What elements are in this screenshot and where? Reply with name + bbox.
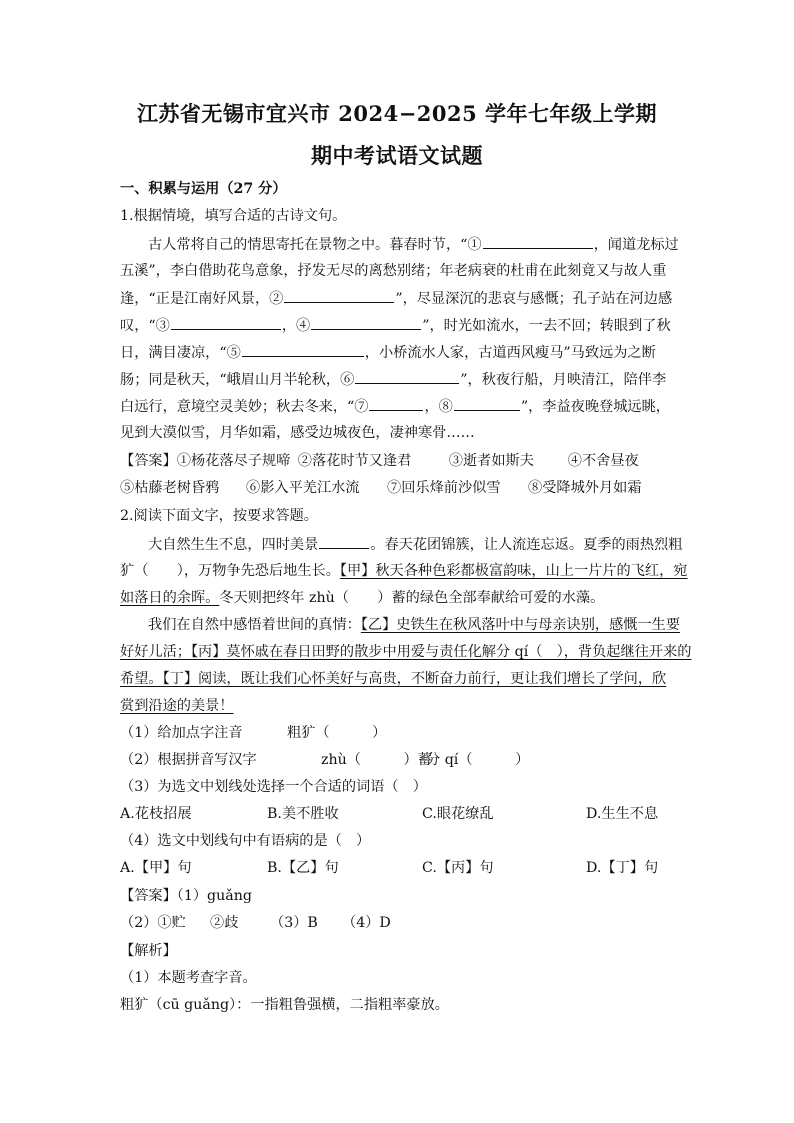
passage-blank[interactable]: [319, 534, 369, 549]
question-1-paragraph-line: 日，满目凄凉，“⑤ ，小桥流水人家，古道西风瘦马”马致远为之断: [120, 342, 680, 363]
section-heading: 一、积累与运用（27 分）: [120, 181, 287, 197]
question-2-stem: 2.阅读下面文字，按要求答题。: [120, 508, 318, 524]
question-1-answers-cont: ⑤枯藤老树昏鸦 ⑥影入平羌江水流 ⑦回乐烽前沙似雪 ⑧受降城外月如霜: [120, 480, 642, 496]
question-1-paragraph-line: 叹，“③ ，④ ”，时光如流水，一去不回；转眼到了秋: [120, 315, 680, 336]
option-4c[interactable]: C.【丙】句: [422, 860, 494, 876]
question-1-paragraph-line: 逢，“正是江南好风景，② ”，尽显深沉的悲哀与感慨；孔子站在河边感: [120, 288, 680, 309]
question-1-paragraph: 古人常将自己的情思寄托在景物之中。暮春时节，“① ，闻道龙标过: [148, 234, 680, 255]
option-3d[interactable]: D.生生不息: [586, 806, 659, 822]
question-2-answer-cont: （2）①贮 ②歧 （3）B （4）D: [120, 915, 391, 931]
sub-question-2: （2）根据拼音写汉字 zhù（ ）蓄分 qí（ ）: [120, 752, 530, 768]
analysis-line: （1）本题考查字音。: [120, 970, 257, 986]
question-1-paragraph-line: 白远行，意境空灵美妙；秋去冬来，“⑦ ，⑧ ”，李益夜晚登城远眺，: [120, 396, 680, 417]
answer-blank-2[interactable]: [284, 288, 394, 303]
answer-blank-5[interactable]: [242, 342, 364, 357]
answer-blank-6[interactable]: [355, 369, 459, 384]
question-1-paragraph-line: 见到大漠似雪，月华如霜，感受边城夜色，凄神寒骨……: [120, 425, 475, 441]
question-2-passage: 大自然生生不息，四时美景 。春天花团锦簇，让人流连忘返。夏季的雨热烈粗: [148, 534, 680, 555]
answer-blank-7[interactable]: [369, 396, 423, 411]
sub-question-3: （3）为选文中划线处选择一个合适的词语（ ）: [120, 779, 427, 795]
underlined-sentence-ding: 希望。【丁】阅读，既让我们心怀美好与高贵，不断奋力前行，更让我们增长了学问，欣: [120, 671, 667, 687]
option-3a[interactable]: A.花枝招展: [120, 806, 192, 822]
option-3b[interactable]: B.美不胜收: [267, 806, 339, 822]
option-4b[interactable]: B.【乙】句: [267, 860, 339, 876]
underlined-sentence-jia: 【甲】秋天各种色彩都极富韵味，山上一片片的飞红，宛: [339, 563, 688, 579]
question-1-answers: 【答案】①杨花落尽子规啼 ②落花时节又逢君 ③逝者如斯夫 ④不舍昼夜: [120, 453, 639, 469]
question-1-paragraph-line: 肠；同是秋天，“峨眉山月半轮秋，⑥ ”，秋夜行船，月映清江，陪伴李: [120, 369, 680, 390]
answer-blank-3[interactable]: [171, 315, 281, 330]
sub-question-1: （1）给加点字注音 粗犷（ ）: [120, 725, 387, 741]
answer-blank-1[interactable]: [483, 234, 593, 249]
question-2-passage-line: [120, 669, 680, 689]
underlined-sentence-bing: 好好儿活；【丙】莫怀戚在春日田野的散步中用爱与责任化解分 qí（ ），背负起继往开来的: [120, 644, 692, 660]
analysis-label: 【解析】: [120, 943, 177, 959]
question-2-answer: 【答案】（1）guǎng: [120, 888, 252, 904]
question-2-passage-line: 我们在自然中感悟着世间的真情：【乙】史铁生在秋风落叶中与母亲诀别，感慨一生要: [148, 617, 681, 633]
question-2-passage-line: 犷（ ），万物争先恐后地生长。【甲】秋天各种色彩都极富韵味，山上一片片的飞红，宛: [120, 563, 688, 579]
sub-question-4: （4）选文中划线句中有语病的是（ ）: [120, 833, 371, 849]
option-4d[interactable]: D.【丁】句: [586, 860, 659, 876]
question-1-stem: 1.根据情境，填写合适的古诗文句。: [120, 208, 347, 224]
question-2-passage-line: [120, 696, 680, 716]
option-3c[interactable]: C.眼花缭乱: [422, 806, 494, 822]
document-title: 江苏省无锡市宜兴市 2024−2025 学年七年级上学期: [136, 101, 658, 126]
underlined-sentence-yi: 【乙】史铁生在秋风落叶中与母亲诀别，感慨一生要: [360, 617, 681, 633]
option-4a[interactable]: A.【甲】句: [120, 860, 192, 876]
answer-blank-4[interactable]: [311, 315, 421, 330]
question-2-passage-line: 如落日的余晖。冬天则把终年 zhù（ ）蓄的绿色全部奉献给可爱的水藻。: [120, 590, 605, 606]
underlined-sentence-jia-cont: 如落日的余晖。: [120, 590, 220, 606]
question-2-passage-line: [120, 642, 692, 662]
question-1-paragraph-line: 五溪”，李白借助花鸟意象，抒发无尽的离愁别绪；年老病衰的杜甫在此刻竟又与故人重: [120, 263, 667, 279]
underlined-sentence-ding-cont: 赏到沿途的美景！: [120, 698, 234, 714]
answer-blank-8[interactable]: [454, 396, 520, 411]
document-subtitle: 期中考试语文试题: [311, 143, 483, 168]
analysis-line: 粗犷（cū guǎng）：一指粗鲁强横，二指粗率豪放。: [120, 997, 449, 1013]
